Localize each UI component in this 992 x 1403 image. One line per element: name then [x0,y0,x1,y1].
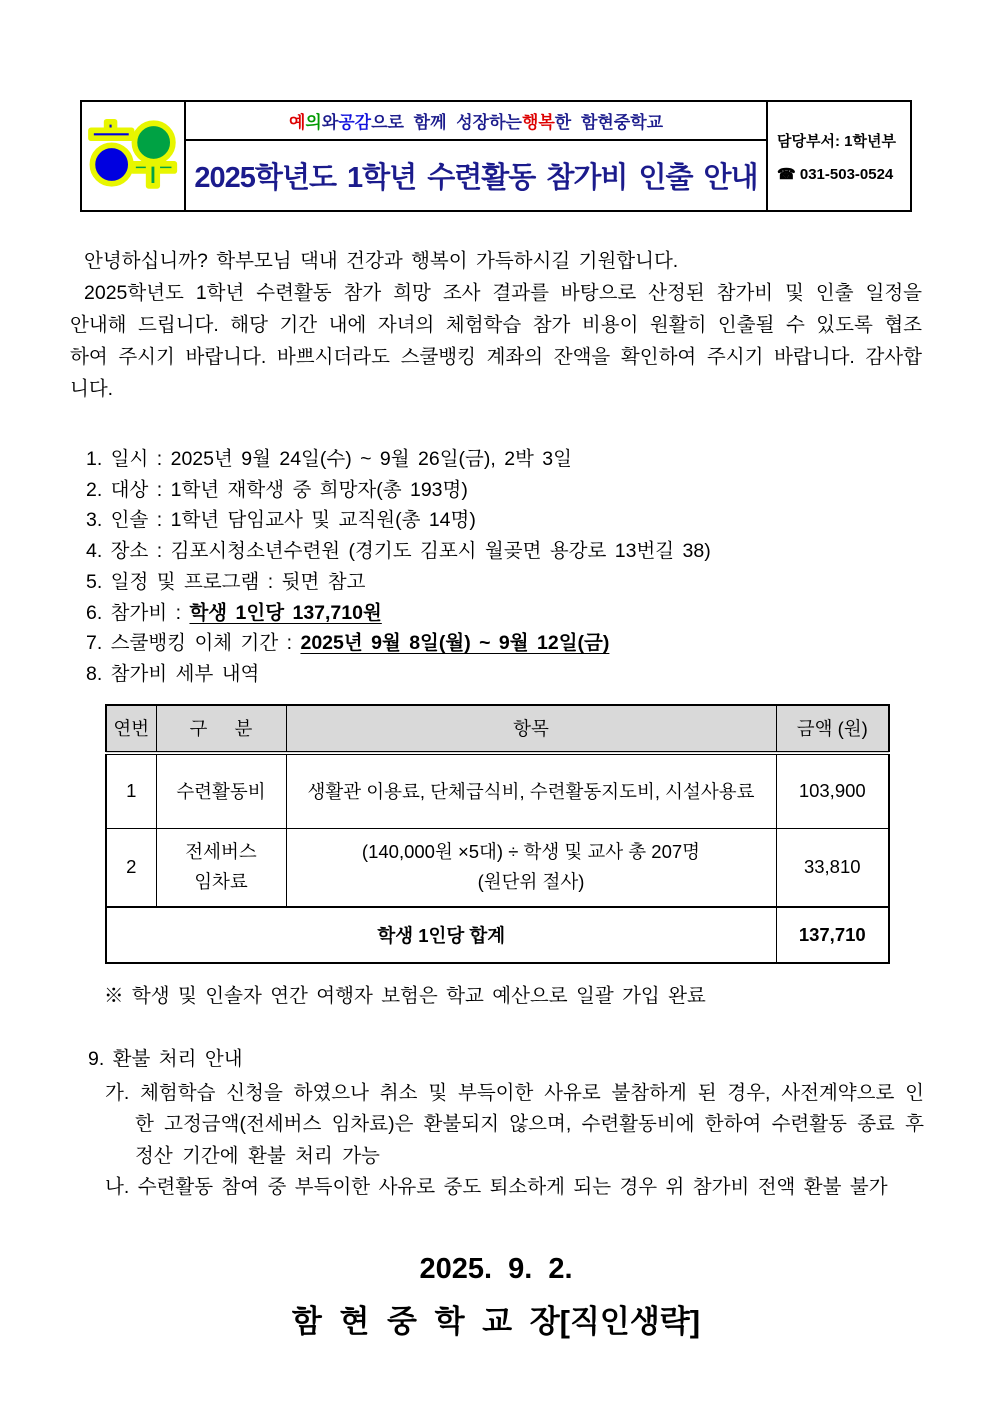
list-item-2 [86,475,932,506]
list-item-4 [86,536,932,567]
insurance-note: ※ 학생 및 인솔자 연간 여행자 보험은 학교 예산으로 일괄 가입 완료 [104,984,706,1007]
cell-detail: 생활관 이용료, 단체급식비, 수련활동지도비, 시설사용료 [286,753,776,829]
list-item-8 [86,659,932,690]
col-header-category: 구 분 [156,705,286,753]
cell-amount: 103,900 [776,753,889,829]
refund-item-na [105,1172,932,1204]
info-list [86,444,932,690]
page-title: 2025학년도 1학년 수련활동 참가비 인출 안내 [194,162,758,194]
table-row [106,753,889,829]
cell-category [156,829,286,907]
refund-item-label: 가. [105,1081,141,1104]
item-label: 6. 참가비 : [86,601,190,624]
cell-amount: 33,810 [776,829,889,907]
total-label: 학생 1인당 합계 [106,907,776,963]
item-label: 8. 참가비 세부 내역 [86,662,260,685]
table-row [106,829,889,907]
intro-paragraph: 2025학년도 1학년 수련활동 참가 희망 조사 결과를 바탕으로 산정된 참가비 및 인출 일정을 안내해 드립니다. 해당 기간 내에 자녀의 체험학습 참가 비용이 원활히 인출될 수 있도록 협조하여 주시기 바랍니다. 바쁘시더라도 스쿨뱅킹 계좌의 잔액을 확인하여 주시기 바랍니다. 감사합니다. [70,282,922,400]
header-contact [768,102,910,210]
item-value-emphasized: 2025년 9월 8일(월) ~ 9월 12일(금) [300,632,610,655]
list-item-6-fee [86,598,932,629]
refund-section-heading: 9. 환불 처리 안내 [88,1047,243,1070]
refund-item-ga [105,1078,924,1173]
list-item-1 [86,444,932,475]
department-label: 담당부서: 1학년부 [777,132,896,150]
col-header-no: 연번 [106,705,156,753]
list-item-3 [86,505,932,536]
item-label: 1. 일시 : [86,448,171,470]
slogan-segment: 한 함현중학교 [554,113,664,132]
slogan-segment: 으로 함께 성장하는 [371,113,522,132]
slogan-segment: 공감 [338,113,372,132]
item-label: 7. 스쿨뱅킹 이체 기간 : [86,632,301,655]
item-value: 뒷면 참고 [281,570,366,593]
slogan-segment: 와 [321,113,339,132]
col-header-amount: 금액 (원) [776,705,889,753]
slogan-segment: 예 [288,113,306,132]
school-logo-icon [86,117,180,195]
total-amount: 137,710 [776,907,889,963]
list-item-5 [86,567,932,598]
item-label: 3. 인솔 : [86,509,171,532]
slogan-segment: 의 [305,113,322,132]
category-line: 전세버스 [185,841,257,863]
cell-no: 1 [106,753,156,829]
slogan-segment: 행복 [521,113,555,132]
greeting-paragraph: 안녕하십니까? 학부모님 댁내 건강과 행복이 가득하시길 기원합니다. [84,250,679,272]
col-header-detail: 항목 [286,705,776,753]
school-logo-cell [82,102,186,210]
header-center [186,102,768,210]
phone-line [777,165,910,183]
phone-number: 031-503-0524 [799,165,894,183]
detail-line: (원단위 절사) [477,871,585,893]
issue-date: 2025. 9. 2. [419,1252,573,1285]
refund-item-text: 체험학습 신청을 하였으나 취소 및 부득이한 사유로 불참하게 된 경우, 사전계약으로 인한 고정금액(전세버스 임차료)은 환불되지 않으며, 수련활동비에 한하여 수련활동 종료 후 정산 기간에 환불 처리 가능 [135,1081,924,1167]
item-value: 1학년 재학생 중 희망자(총 193명) [170,478,468,501]
item-label: 2. 대상 : [86,478,171,501]
principal-signature: 함 현 중 학 교 장[직인생략] [291,1303,701,1339]
item-label: 4. 장소 : [86,540,171,563]
cell-detail [286,829,776,907]
item-value: 김포시청소년수련원 (경기도 김포시 월곶면 용강로 13번길 38) [170,540,711,563]
phone-icon: ☎ [777,165,796,183]
cell-category: 수련활동비 [156,753,286,829]
fee-breakdown-table [105,704,890,964]
item-value: 1학년 담임교사 및 교직원(총 14명) [170,509,476,532]
list-item-7-banking-period [86,628,932,659]
item-value: 2025년 9월 24일(수) ~ 9월 26일(금), 2박 3일 [170,448,572,470]
document-header [80,100,912,212]
school-slogan [186,102,766,141]
refund-item-text: 수련활동 참여 중 부득이한 사유로 중도 퇴소하게 되는 경우 위 참가비 전액 환불 불가 [137,1176,888,1199]
item-label: 5. 일정 및 프로그램 : [86,570,282,593]
category-line: 임차료 [194,871,248,893]
item-value-emphasized: 학생 1인당 137,710원 [189,601,382,624]
fee-table-header-row [106,705,889,753]
detail-line: (140,000원 ×5대) ÷ 학생 및 교사 총 207명 [361,841,701,863]
cell-no: 2 [106,829,156,907]
refund-item-label: 나. [105,1176,138,1199]
table-total-row [106,907,889,963]
